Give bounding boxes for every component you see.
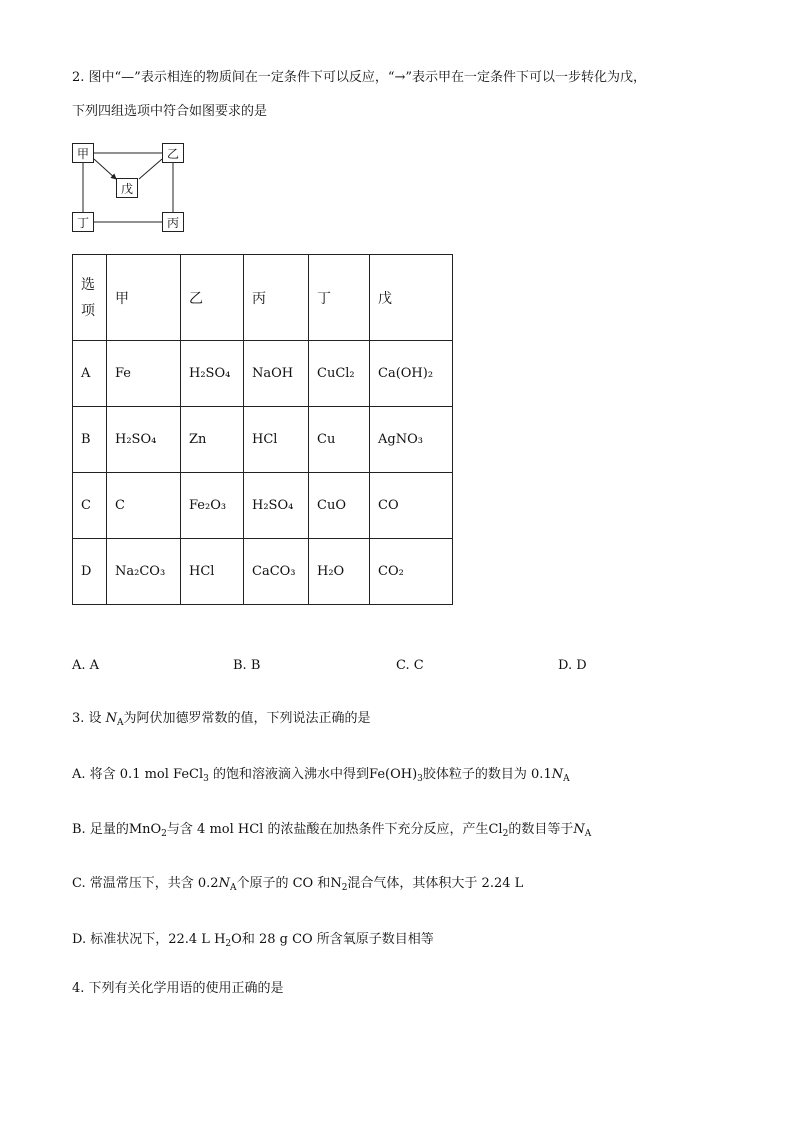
- q2-option-b[interactable]: B. B: [233, 658, 261, 673]
- na-subscript: A: [229, 883, 237, 893]
- cell-wu: CO: [370, 473, 453, 539]
- q3-a-feoh: Fe(OH): [369, 767, 418, 782]
- reaction-diagram: [72, 141, 192, 237]
- node-wu: 戊: [116, 178, 138, 198]
- q3-d-h: H: [214, 932, 226, 947]
- q3-b-sub2: 2: [502, 829, 509, 839]
- cell-ding: H₂O: [309, 539, 370, 605]
- cell-ding: Cu: [309, 407, 370, 473]
- header-bing: 丙: [244, 255, 309, 341]
- q2-stem-line2: 下列四组选项中符合如图要求的是: [72, 104, 268, 119]
- cell-yi: Zn: [181, 407, 244, 473]
- cell-ding: CuO: [309, 473, 370, 539]
- node-yi: 乙: [162, 143, 184, 163]
- cell-yi: Fe₂O₃: [181, 473, 244, 539]
- q3-b-mno: MnO: [128, 822, 162, 837]
- header-yi: 乙: [181, 255, 244, 341]
- cell-bing: H₂SO₄: [244, 473, 309, 539]
- q3-option-a[interactable]: [72, 763, 570, 782]
- q2-option-a[interactable]: A. A: [72, 658, 100, 673]
- node-bing: 丙: [162, 212, 184, 232]
- cell-yi: H₂SO₄: [181, 341, 244, 407]
- q3-a-suffix: 胶体粒子的数目为 0.1: [422, 767, 552, 782]
- arrow-jia-wu: [94, 159, 116, 179]
- table-row: [73, 539, 453, 605]
- q3-c-mid: 个原子的 CO 和: [236, 876, 331, 891]
- header-jia: 甲: [107, 255, 181, 341]
- q2-stem-line1: 2. 图中“—”表示相连的物质间在一定条件下可以反应，“→”表示甲在一定条件下可以一步转化为戊，: [72, 70, 647, 85]
- q3-c-n: N: [330, 876, 342, 891]
- header-ding: 丁: [309, 255, 370, 341]
- header-wu: 戊: [370, 255, 453, 341]
- na-subscript: A: [584, 829, 592, 839]
- q3-c-suffix: 混合气体，其体积大于 2.24 L: [347, 876, 524, 891]
- na-symbol: N: [573, 822, 585, 837]
- row-label: B: [73, 407, 107, 473]
- cell-wu: Ca(OH)₂: [370, 341, 453, 407]
- table-row: [73, 473, 453, 539]
- q3-d-suffix: O和 28 g CO 所含氧原子数目相等: [231, 932, 434, 947]
- row-label: D: [73, 539, 107, 605]
- node-ding: 丁: [72, 212, 94, 232]
- header-option-char2: 项: [81, 302, 95, 319]
- q3-d-sub: 2: [225, 939, 232, 949]
- q3-c-prefix: C. 常温常压下，共含 0.2: [72, 876, 219, 891]
- cell-jia: Fe: [107, 341, 181, 407]
- table-row: [73, 341, 453, 407]
- row-label: A: [73, 341, 107, 407]
- q3-b-sub1: 2: [161, 829, 167, 839]
- q3-option-b[interactable]: [72, 818, 591, 837]
- q2-option-c[interactable]: C. C: [396, 658, 424, 673]
- row-label: C: [73, 473, 107, 539]
- cell-wu: CO₂: [370, 539, 453, 605]
- na-symbol: N: [218, 876, 230, 891]
- q4-stem: 4. 下列有关化学用语的使用正确的是: [72, 981, 284, 996]
- cell-ding: CuCl₂: [309, 341, 370, 407]
- cell-yi: HCl: [181, 539, 244, 605]
- cell-jia: H₂SO₄: [107, 407, 181, 473]
- node-jia: 甲: [72, 143, 94, 163]
- cell-bing: NaOH: [244, 341, 309, 407]
- na-symbol: N: [551, 767, 564, 782]
- q3-a-prefix: A. 将含 0.1 mol FeCl: [72, 767, 204, 782]
- table-row: [73, 407, 453, 473]
- q3-stem-prefix: 3. 设: [72, 711, 106, 726]
- q3-a-sub2: 3: [417, 774, 423, 784]
- edge-yi-wu: [139, 159, 162, 179]
- cell-bing: CaCO₃: [244, 539, 309, 605]
- q3-a-sub1: 3: [203, 774, 209, 784]
- q3-b-suffix: 的数目等于: [508, 822, 574, 837]
- table-header-row: [73, 255, 453, 341]
- q3-b-cl: Cl: [488, 822, 503, 837]
- q3-option-d[interactable]: [72, 928, 434, 947]
- cell-jia: C: [107, 473, 181, 539]
- q2-option-d[interactable]: D. D: [558, 658, 587, 673]
- cell-jia: Na₂CO₃: [107, 539, 181, 605]
- na-subscript: A: [117, 718, 124, 728]
- na-symbol: N: [105, 711, 118, 726]
- q3-c-sub: 2: [341, 883, 348, 893]
- q3-a-mid: 的饱和溶液滴入沸水中得到: [208, 767, 370, 782]
- q3-b-mid: 与含 4 mol HCl 的浓盐酸在加热条件下充分反应，产生: [166, 822, 489, 837]
- cell-wu: AgNO₃: [370, 407, 453, 473]
- header-option-char1: 选: [81, 276, 95, 293]
- q3-stem-suffix: 为阿伏加德罗常数的值，下列说法正确的是: [123, 711, 371, 726]
- q3-d-prefix: D. 标准状况下，22.4 L: [72, 932, 215, 947]
- na-subscript: A: [563, 774, 570, 784]
- header-option: [73, 255, 107, 341]
- cell-bing: HCl: [244, 407, 309, 473]
- q3-option-c[interactable]: [72, 872, 523, 891]
- q3-b-prefix: B. 足量的: [72, 822, 129, 837]
- options-table: [72, 254, 453, 605]
- q3-stem: [72, 707, 371, 726]
